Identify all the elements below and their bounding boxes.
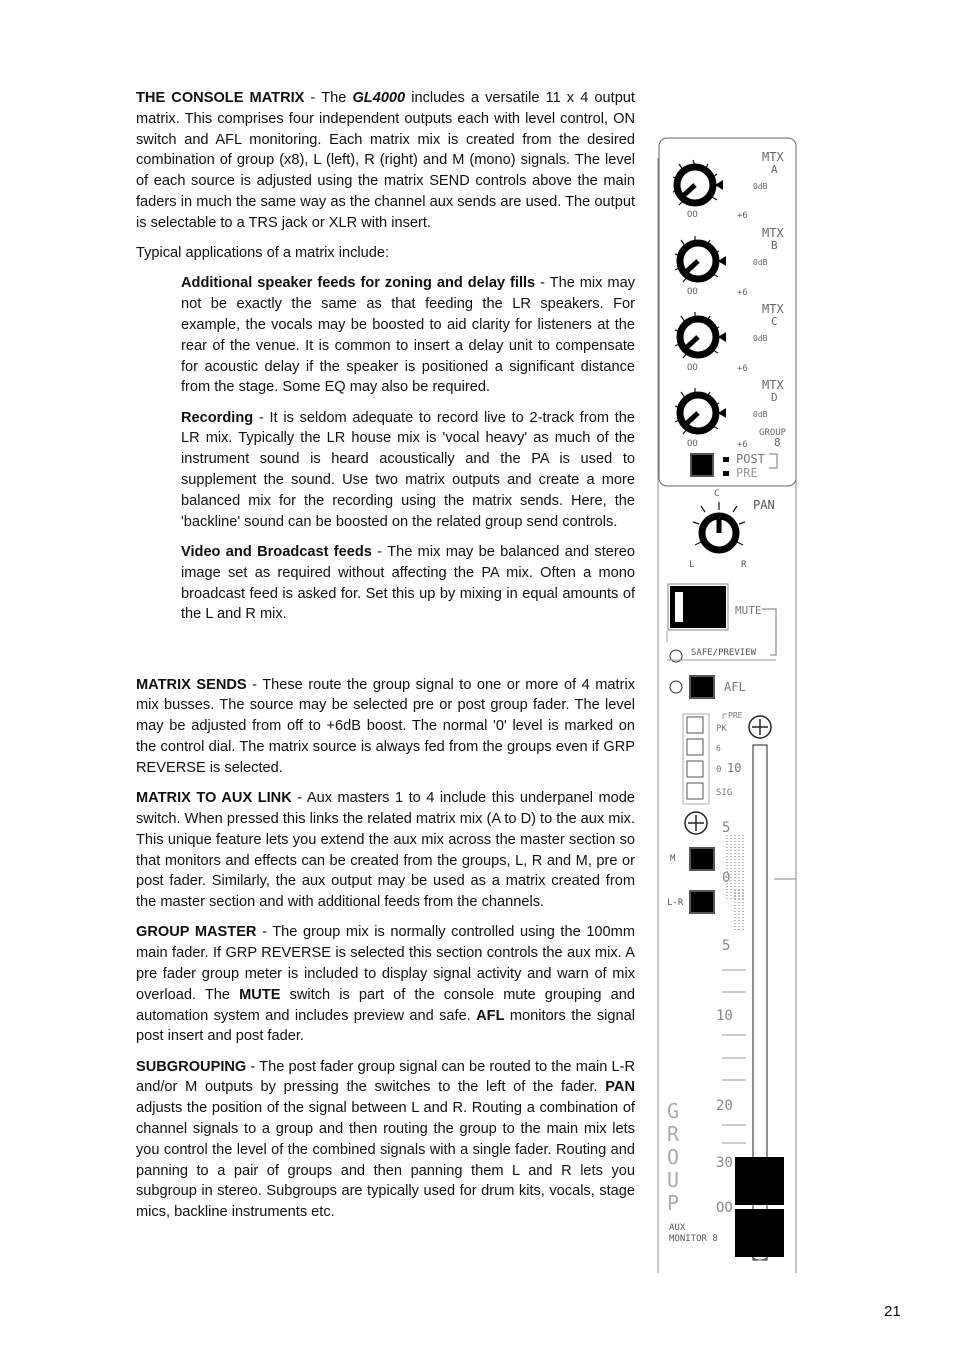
svg-text:OO: OO bbox=[687, 287, 698, 297]
svg-text:P: P bbox=[667, 1191, 680, 1215]
pan-right-label: R bbox=[741, 560, 747, 570]
svg-text:10: 10 bbox=[716, 1008, 733, 1024]
matrix-a-max: +6 bbox=[737, 211, 748, 221]
afl-label: AFL bbox=[724, 680, 746, 694]
svg-text:U: U bbox=[667, 1168, 680, 1192]
aux-monitor-label: MONITOR 8 bbox=[669, 1234, 718, 1244]
svg-text:O: O bbox=[667, 1145, 680, 1169]
svg-text:5: 5 bbox=[722, 820, 731, 836]
route-lr-switch[interactable] bbox=[690, 891, 714, 913]
matrix-d-knob[interactable] bbox=[675, 388, 726, 434]
svg-text:5: 5 bbox=[722, 938, 731, 954]
svg-text:0dB: 0dB bbox=[753, 258, 768, 267]
svg-text:OO: OO bbox=[687, 439, 698, 449]
matrix-sends-paragraph: MATRIX SENDS - These route the group signal to one or more of 4 matrix mix busses. The source may be selected pre or post group fader. The level may be adjusted from off to +6dB boost. The normal '0' level is marked on the control dial. The matrix source is always fed from the groups even if GRP REVERSE is selected. bbox=[136, 676, 635, 776]
group-master-paragraph: GROUP MASTER - The group mix is normally controlled using the 100mm main fader. If GRP REVERSE is selected this section controls the aux mix. A pre fader group meter is included to display signal activity and warn of mix overload. The MUTE switch is part of the console mute grouping and automation system and includes preview and safe. AFL monitors the signal post insert and post fader. bbox=[136, 924, 635, 1045]
matrix-a-min: OO bbox=[687, 210, 698, 220]
application-recording: Recording - It is seldom adequate to record live to 2-track from the LR mix. Typically the LR house mix is 'vocal heavy' as much of the instrument sound is heard acoustically and the PA is used to supplement the sound. Use two matrix outputs and create a more balanced mix for the recording using the matrix sends. Here, the 'backline' sound can be boosted on the related group send controls. bbox=[181, 409, 635, 530]
svg-text:PRE: PRE bbox=[728, 711, 743, 720]
screw-icon bbox=[685, 812, 707, 834]
page-number: 21 bbox=[884, 1303, 901, 1320]
svg-text:R: R bbox=[667, 1122, 680, 1146]
safe-preview-label: SAFE/PREVIEW bbox=[691, 648, 757, 658]
svg-text:10: 10 bbox=[727, 761, 742, 775]
svg-text:MTX: MTX bbox=[762, 302, 784, 316]
svg-text:OO: OO bbox=[716, 1200, 733, 1216]
intro-paragraph: THE CONSOLE MATRIX - The GL4000 includes a versatile 11 x 4 output matrix. This comprises four independent outputs each with level control, ON switch and AFL monitoring. Each matrix mix is created from the desired combination of group (x8), L (left), R (right) and M (mono) signals. The level of each source is adjusted using the matrix SEND controls above the main faders in much the same way as the channel aux sends are used. The output is selectable to a TRS jack or XLR with insert. bbox=[136, 90, 635, 231]
svg-text:+6: +6 bbox=[737, 364, 748, 374]
svg-text:0: 0 bbox=[722, 870, 731, 886]
route-lr-label: L-R bbox=[667, 898, 684, 908]
application-speaker-feeds: Additional speaker feeds for zoning and delay fills - The mix may not be exactly the same as that feeding the LR speakers. For example, the vocals may be boosted to aid clarity for listeners at the rear of the venue. It is common to insert a delay unit to compensate for acoustic delay if the speaker is positioned a significant distance from the stage. Some EQ may also be required. bbox=[181, 275, 635, 396]
aux-label: AUX bbox=[669, 1223, 686, 1233]
subgrouping-paragraph: SUBGROUPING - The post fader group signal can be routed to the main L-R and/or M outputs by pressing the switches to the left of the fader. PAN adjusts the position of the signal between L and R. Routing a combination of channel signals to a group and then routing the group to the main mix lets you control the level of the combined signals with a single fader. Routing and panning to a pair of groups and then panning them L and R lets you subgroup in stereo. Subgroups are typically used for drum kits, vocals, stage mics, backline instruments etc. bbox=[136, 1058, 635, 1221]
svg-text:OO: OO bbox=[687, 363, 698, 373]
svg-text:20: 20 bbox=[716, 1098, 733, 1114]
fader-scale bbox=[716, 820, 733, 1216]
matrix-a-knob[interactable] bbox=[673, 160, 723, 205]
matrix-a-letter: A bbox=[771, 163, 778, 176]
console-matrix-heading: THE CONSOLE MATRIX bbox=[136, 90, 305, 106]
svg-text:MTX: MTX bbox=[762, 378, 784, 392]
svg-text:+6: +6 bbox=[737, 440, 748, 450]
afl-switch[interactable] bbox=[690, 676, 714, 698]
group-number: 8 bbox=[774, 436, 781, 449]
svg-text:SIG: SIG bbox=[716, 788, 733, 798]
svg-text:6: 6 bbox=[716, 744, 721, 753]
group-channel-strip-diagram bbox=[655, 130, 800, 1275]
matrix-a-0db: 0dB bbox=[753, 182, 768, 191]
svg-text:D: D bbox=[771, 391, 778, 404]
pre-post-switch[interactable] bbox=[691, 454, 713, 476]
group-label: GROUP bbox=[759, 428, 787, 438]
model-name: GL4000 bbox=[352, 90, 406, 106]
screw-icon bbox=[749, 716, 771, 738]
route-m-switch[interactable] bbox=[690, 848, 714, 870]
svg-text:PK: PK bbox=[716, 724, 727, 734]
svg-text:+6: +6 bbox=[737, 288, 748, 298]
svg-text:B: B bbox=[771, 239, 778, 252]
svg-text:30: 30 bbox=[716, 1155, 733, 1171]
group-meter bbox=[683, 711, 743, 804]
svg-text:0dB: 0dB bbox=[753, 410, 768, 419]
typical-applications-line: Typical applications of a matrix include: bbox=[136, 245, 390, 262]
svg-text:C: C bbox=[771, 315, 778, 328]
post-label: POST bbox=[736, 452, 765, 466]
matrix-to-aux-link-paragraph: MATRIX TO AUX LINK - Aux masters 1 to 4 include this underpanel mode switch. When pressed this links the related matrix mix (A to D) to the aux mix. This unique feature lets you extend the aux mix across the master section so that monitors and effects can be created from the groups, L, R and M, pre or post fader. Similarly, the aux output may be used as a matrix created from the master section and with additional feeds from the channels. bbox=[136, 790, 635, 911]
body-text bbox=[136, 88, 635, 1233]
application-video-broadcast: Video and Broadcast feeds - The mix may be balanced and stereo image set as required without affecting the PA mix. Often a mono broadcast feed is asked for. Set this up by mixing in equal amounts of the L and R mix. bbox=[181, 543, 635, 623]
pre-label: PRE bbox=[736, 466, 758, 480]
afl-led bbox=[670, 681, 682, 693]
pan-knob[interactable] bbox=[693, 502, 745, 550]
route-m-label: M bbox=[670, 854, 676, 864]
matrix-c-knob[interactable] bbox=[675, 312, 726, 358]
pan-left-label: L bbox=[689, 560, 695, 570]
pan-label: PAN bbox=[753, 498, 775, 512]
matrix-b-knob[interactable] bbox=[675, 236, 726, 282]
svg-text:0dB: 0dB bbox=[753, 334, 768, 343]
svg-text:G: G bbox=[667, 1099, 680, 1123]
svg-text:MTX: MTX bbox=[762, 226, 784, 240]
pan-center-label: C bbox=[714, 489, 720, 499]
mute-label: MUTE bbox=[735, 604, 762, 617]
mute-switch[interactable] bbox=[668, 584, 728, 630]
matrix-a-label: MTX bbox=[762, 150, 784, 164]
group-vertical-label bbox=[667, 1099, 680, 1215]
svg-text:0: 0 bbox=[716, 765, 722, 775]
